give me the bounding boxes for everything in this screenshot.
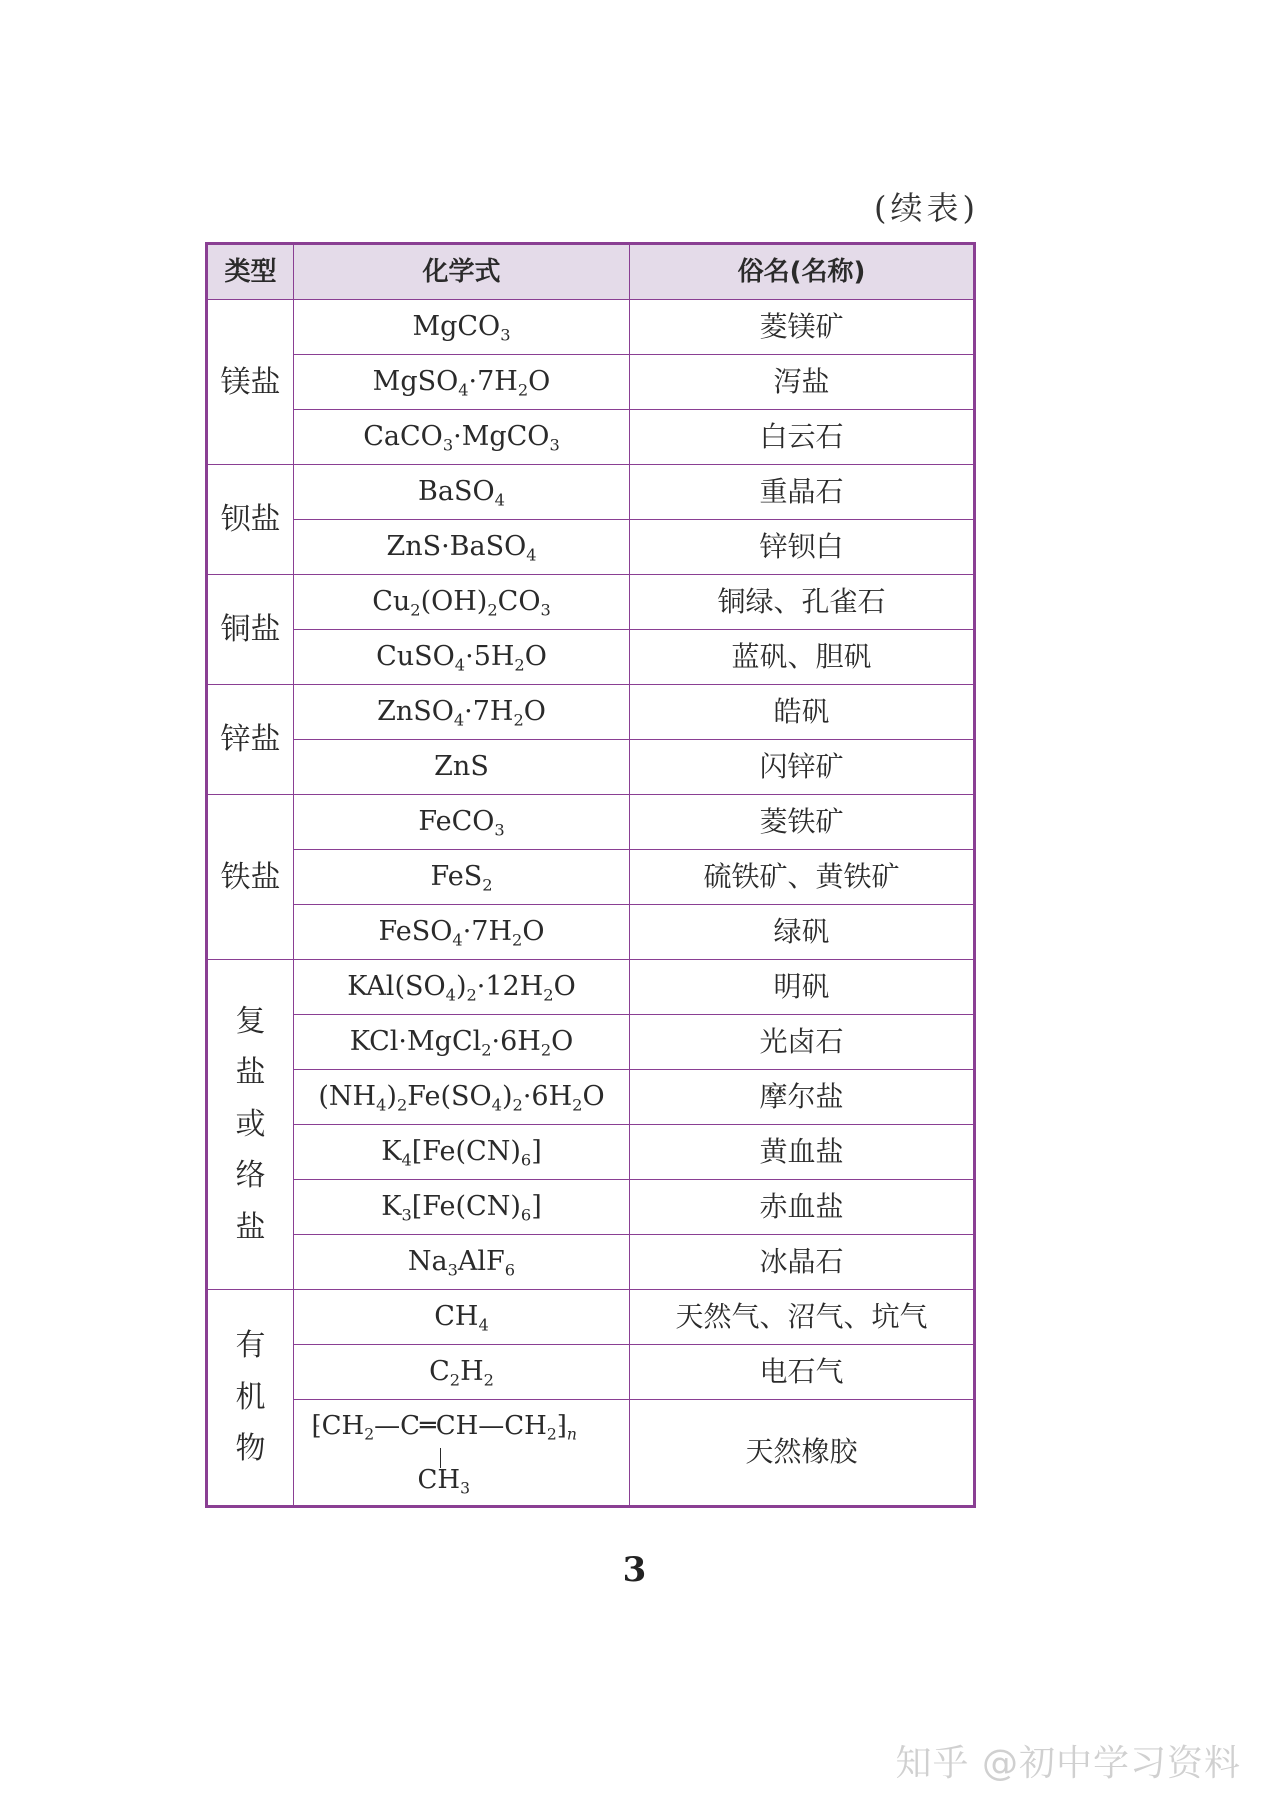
common-name-cell: 黄血盐 xyxy=(630,1125,975,1180)
common-name-cell: 赤血盐 xyxy=(630,1180,975,1235)
table-row xyxy=(207,1345,975,1400)
table-row xyxy=(207,1290,975,1345)
formula-cell: $Cu_2(OH)_2CO_3$ xyxy=(294,575,630,630)
table-row xyxy=(207,630,975,685)
common-name-cell: 天然气、沼气、坑气 xyxy=(630,1290,975,1345)
formula-cell: ZnS·BaSO$_4$ xyxy=(294,520,630,575)
table-row xyxy=(207,1180,975,1235)
common-name-cell: 锌钡白 xyxy=(630,520,975,575)
type-cell: 钡盐 xyxy=(207,465,294,575)
table-row xyxy=(207,740,975,795)
table-row xyxy=(207,1235,975,1290)
table-row xyxy=(207,300,975,355)
formula-cell: BaSO$_4$ xyxy=(294,465,630,520)
common-name-cell: 冰晶石 xyxy=(630,1235,975,1290)
formula-cell: $KAl(SO_4)_2\cdot 12H_2O$ xyxy=(294,960,630,1015)
table-row xyxy=(207,1125,975,1180)
type-cell: 锌盐 xyxy=(207,685,294,795)
formula-cell: $CH_4$ xyxy=(294,1290,630,1345)
compound-table xyxy=(205,242,976,1508)
table-row xyxy=(207,355,975,410)
common-name-cell: 绿矾 xyxy=(630,905,975,960)
common-name-cell: 菱镁矿 xyxy=(630,300,975,355)
formula-cell: $MgSO_4\cdot 7H_2O$ xyxy=(294,355,630,410)
common-name-cell: 电石气 xyxy=(630,1345,975,1400)
rubber-structural-formula xyxy=(312,1402,612,1497)
common-name-cell: 泻盐 xyxy=(630,355,975,410)
type-cell: 铁盐 xyxy=(207,795,294,960)
table-row xyxy=(207,465,975,520)
common-name-cell: 铜绿、孔雀石 xyxy=(630,575,975,630)
table-row xyxy=(207,575,975,630)
rubber-main-chain: $⁅CH_2—C═CH—CH_2⁆_n$ xyxy=(311,1410,577,1444)
table-row xyxy=(207,410,975,465)
formula-cell: FeCO$_3$ xyxy=(294,795,630,850)
table-row xyxy=(207,795,975,850)
formula-cell: $K_4[Fe(CN)_6]$ xyxy=(294,1125,630,1180)
table-row xyxy=(207,1400,975,1507)
formula-cell: ZnS xyxy=(294,740,630,795)
table-row xyxy=(207,905,975,960)
common-name-cell: 闪锌矿 xyxy=(630,740,975,795)
formula-cell: $CuSO_4\cdot 5H_2O$ xyxy=(294,630,630,685)
common-name-cell: 菱铁矿 xyxy=(630,795,975,850)
table-header-row xyxy=(207,244,975,300)
common-name-cell: 光卤石 xyxy=(630,1015,975,1070)
formula-cell: CaCO$_3$·MgCO$_3$ xyxy=(294,410,630,465)
common-name-cell: 硫铁矿、黄铁矿 xyxy=(630,850,975,905)
common-name-cell: 明矾 xyxy=(630,960,975,1015)
formula-cell: MgCO$_3$ xyxy=(294,300,630,355)
table-body xyxy=(207,300,975,1507)
common-name-cell: 重晶石 xyxy=(630,465,975,520)
table-row xyxy=(207,960,975,1015)
common-name-cell: 摩尔盐 xyxy=(630,1070,975,1125)
formula-cell: $Na_3AlF_6$ xyxy=(294,1235,630,1290)
header-type: 类型 xyxy=(207,244,294,300)
rubber-branch: $CH_3$ xyxy=(417,1464,470,1498)
page-number: 3 xyxy=(622,1550,647,1590)
formula-cell: $K_3[Fe(CN)_6]$ xyxy=(294,1180,630,1235)
formula-cell: FeS$_2$ xyxy=(294,850,630,905)
common-name-cell: 皓矾 xyxy=(630,685,975,740)
table-row xyxy=(207,1015,975,1070)
common-name-cell: 白云石 xyxy=(630,410,975,465)
table-row xyxy=(207,850,975,905)
common-name-cell: 天然橡胶 xyxy=(630,1400,975,1507)
formula-cell: $KCl\cdot MgCl_2\cdot 6H_2O$ xyxy=(294,1015,630,1070)
formula-cell: $FeSO_4\cdot 7H_2O$ xyxy=(294,905,630,960)
formula-cell: $(NH_4)_2Fe(SO_4)_2\cdot 6H_2O$ xyxy=(294,1070,630,1125)
type-cell: 镁盐 xyxy=(207,300,294,465)
type-cell: 有 机 物 xyxy=(207,1290,294,1507)
type-cell: 铜盐 xyxy=(207,575,294,685)
watermark: 知乎 @初中学习资料 xyxy=(895,1743,1241,1784)
continued-label: (续表) xyxy=(874,189,979,227)
header-name: 俗名(名称) xyxy=(630,244,975,300)
formula-cell xyxy=(294,1400,630,1507)
header-formula: 化学式 xyxy=(294,244,630,300)
table-row xyxy=(207,1070,975,1125)
table-row xyxy=(207,685,975,740)
formula-cell: $C_2H_2$ xyxy=(294,1345,630,1400)
table-row xyxy=(207,520,975,575)
type-cell: 复 盐 或 络 盐 xyxy=(207,960,294,1290)
common-name-cell: 蓝矾、胆矾 xyxy=(630,630,975,685)
formula-cell: $ZnSO_4\cdot 7H_2O$ xyxy=(294,685,630,740)
